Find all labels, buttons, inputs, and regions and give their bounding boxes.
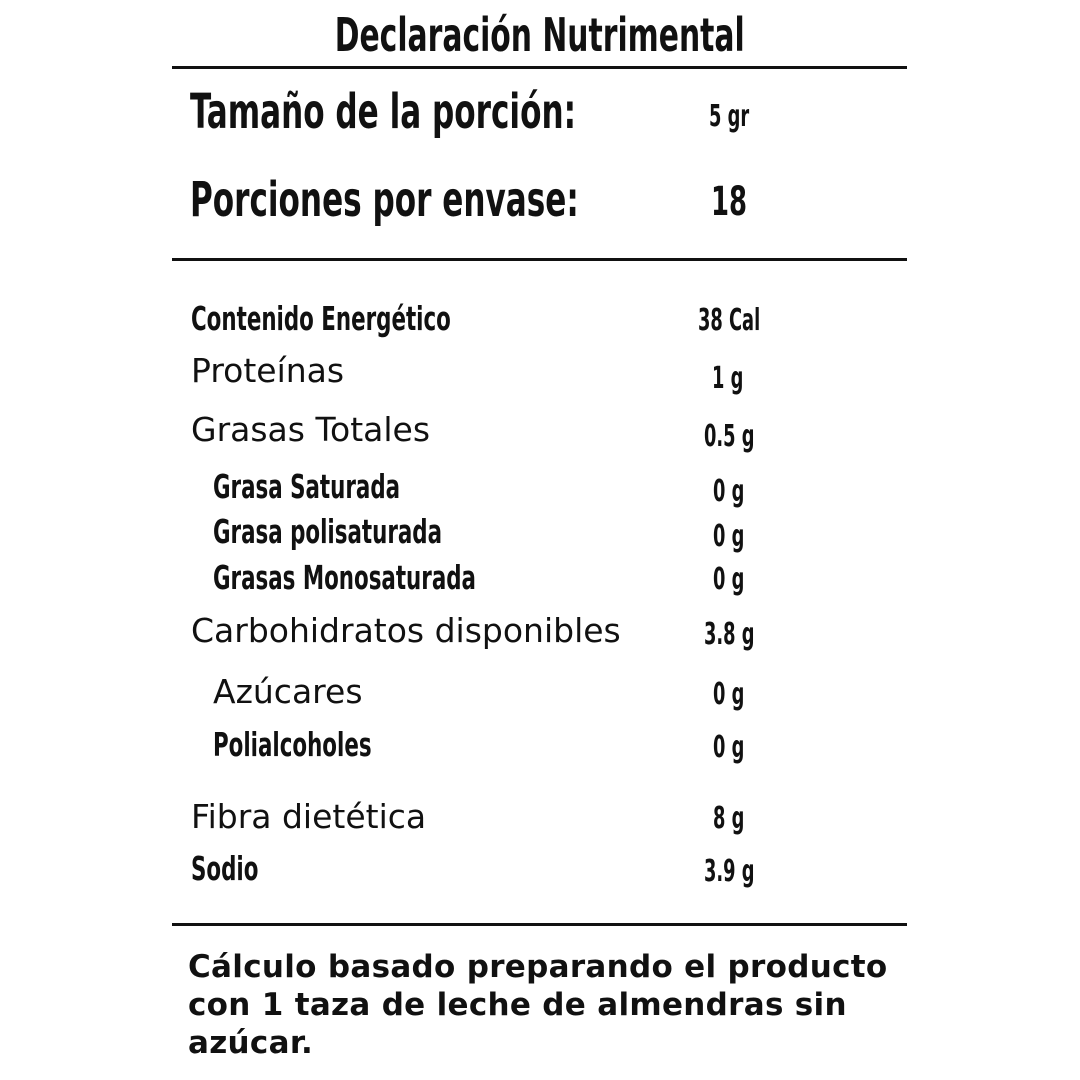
servings-per-package-row: [190, 174, 730, 226]
serving-size-row: [190, 86, 726, 138]
saturated-fat-label: Grasa Saturada: [213, 467, 401, 506]
energy-value: 38 Cal: [698, 303, 761, 338]
carbs-value-wrap: [704, 618, 781, 652]
divider-middle: [172, 258, 907, 261]
nutrient-row-polyunsaturated-fat: [213, 514, 531, 550]
servings-per-package-value: 18: [711, 179, 748, 225]
servings-per-package-label: Porciones por envase:: [190, 172, 579, 228]
sodium-value-wrap: [704, 855, 781, 889]
sugars-value: 0 g: [713, 677, 745, 712]
energy-label: Contenido Energético: [191, 299, 451, 338]
divider-bottom: [172, 923, 907, 926]
sodium-value: 3.9 g: [704, 854, 755, 889]
carbs-label: Carbohidratos disponibles: [191, 611, 621, 650]
total-fat-value: 0.5 g: [704, 419, 755, 454]
fiber-value: 8 g: [713, 801, 745, 836]
protein-label: Proteínas: [191, 351, 345, 390]
polyunsaturated-fat-value-wrap: [713, 520, 761, 554]
label-title: [0, 10, 1080, 61]
carbs-value: 3.8 g: [704, 617, 755, 652]
fiber-value-wrap: [713, 802, 761, 836]
nutrient-row-monounsaturated-fat: [213, 560, 578, 596]
page-title: Declaración Nutrimental: [335, 8, 745, 62]
energy-value-wrap: [698, 304, 792, 338]
polyunsaturated-fat-label: Grasa polisaturada: [213, 512, 443, 551]
monounsaturated-fat-value-wrap: [713, 563, 761, 597]
polyols-label: Polialcoholes: [213, 725, 372, 764]
serving-size-value: 5 gr: [709, 99, 750, 134]
sodium-label: Sodio: [191, 849, 259, 888]
servings-per-package-value-wrap: [711, 180, 761, 224]
serving-size-label: Tamaño de la porción:: [190, 84, 577, 140]
monounsaturated-fat-value: 0 g: [713, 562, 745, 597]
saturated-fat-value: 0 g: [713, 474, 745, 509]
fiber-label: Fibra dietética: [191, 797, 427, 836]
polyols-value-wrap: [713, 731, 761, 765]
footnote: Cálculo basado preparando el producto con 1 taza de leche de almendras sin azúcar.: [188, 949, 888, 1061]
divider-top: [172, 66, 907, 69]
nutrient-row-energy: [191, 301, 552, 337]
sugars-value-wrap: [713, 678, 761, 712]
saturated-fat-value-wrap: [713, 475, 761, 509]
total-fat-value-wrap: [704, 420, 781, 454]
protein-value-wrap: [712, 362, 760, 396]
polyols-value: 0 g: [713, 730, 745, 765]
polyunsaturated-fat-value: 0 g: [713, 519, 745, 554]
protein-value: 1 g: [712, 361, 744, 396]
monounsaturated-fat-label: Grasas Monosaturada: [213, 558, 476, 597]
nutrient-row-polyols: [213, 727, 433, 763]
nutrient-row-sodium: [191, 851, 285, 887]
nutrient-row-saturated-fat: [213, 469, 473, 505]
sugars-label: Azúcares: [213, 672, 363, 711]
serving-size-value-wrap: [709, 100, 770, 134]
total-fat-label: Grasas Totales: [191, 410, 431, 449]
